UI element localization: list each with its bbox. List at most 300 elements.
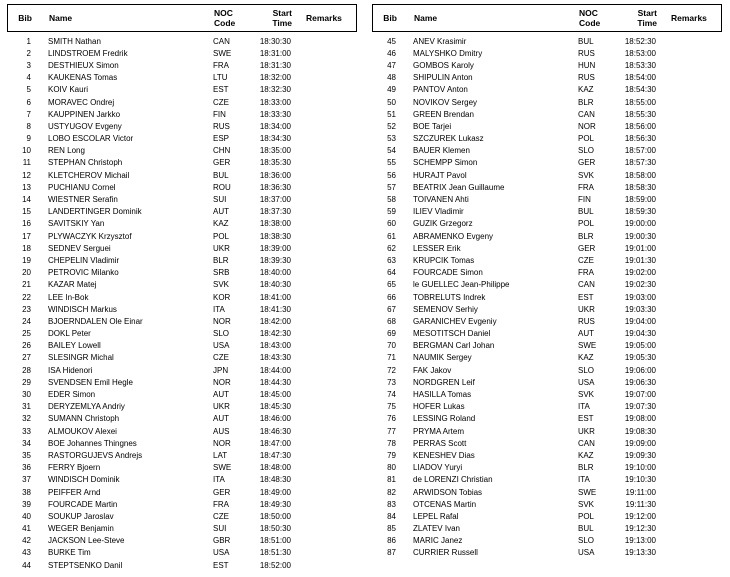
start-time-cell: 18:52:30	[624, 36, 656, 46]
table-row	[372, 72, 722, 84]
noc-code-cell: CZE	[578, 255, 594, 265]
start-time-cell: 18:54:30	[624, 85, 656, 95]
start-time-cell: 18:33:00	[259, 97, 291, 107]
bib-cell: 48	[387, 73, 396, 83]
start-time-cell: 18:59:00	[624, 195, 656, 205]
bib-cell: 57	[387, 182, 396, 192]
start-time-cell: 18:50:00	[259, 511, 291, 521]
bib-cell: 23	[22, 304, 31, 314]
noc-code-cell: RUS	[578, 48, 595, 58]
name-cell: NORDGREN Leif	[413, 377, 475, 387]
start-time-cell: 18:42:30	[259, 329, 291, 339]
bib-cell: 39	[22, 499, 31, 509]
bib-cell: 72	[387, 365, 396, 375]
start-time-cell: 19:01:30	[624, 255, 656, 265]
bib-cell: 15	[22, 207, 31, 217]
name-cell: TOBRELUTS Indrek	[413, 292, 486, 302]
name-cell: HASILLA Tomas	[413, 390, 472, 400]
name-cell: EDER Simon	[48, 390, 96, 400]
start-time-cell: 19:07:30	[624, 402, 656, 412]
noc-code-cell: USA	[213, 548, 230, 558]
bib-cell: 1	[26, 36, 31, 46]
column-header-start-line1: Start	[637, 8, 657, 18]
table-row	[372, 291, 722, 303]
noc-code-cell: UKR	[578, 426, 595, 436]
bib-cell: 37	[22, 475, 31, 485]
name-cell: FOURCADE Martin	[48, 499, 118, 509]
noc-code-cell: BUL	[213, 170, 229, 180]
bib-cell: 75	[387, 402, 396, 412]
bib-cell: 11	[22, 158, 31, 168]
name-cell: DOKL Peter	[48, 329, 91, 339]
table-row	[372, 413, 722, 425]
table-row	[7, 72, 357, 84]
start-time-cell: 18:57:00	[624, 146, 656, 156]
table-row	[7, 510, 357, 522]
name-cell: GREEN Brendan	[413, 109, 474, 119]
bib-cell: 47	[387, 60, 396, 70]
start-time-cell: 18:40:30	[259, 280, 291, 290]
bib-cell: 59	[387, 207, 396, 217]
start-time-cell: 18:32:00	[259, 73, 291, 83]
name-cell: FAK Jakov	[413, 365, 452, 375]
name-cell: LEE In-Bok	[48, 292, 89, 302]
start-time-cell: 18:45:00	[259, 390, 291, 400]
bib-cell: 35	[22, 450, 31, 460]
noc-code-cell: KAZ	[578, 353, 594, 363]
bib-cell: 70	[387, 341, 396, 351]
table-row	[372, 510, 722, 522]
name-cell: HOFER Lukas	[413, 402, 465, 412]
name-cell: le GUELLEC Jean-Philippe	[413, 280, 510, 290]
bib-cell: 9	[26, 134, 31, 144]
start-time-cell: 19:12:00	[624, 511, 656, 521]
name-cell: PUCHIANU Cornel	[48, 182, 116, 192]
bib-cell: 14	[22, 195, 31, 205]
table-row	[7, 388, 357, 400]
start-time-cell: 19:11:00	[625, 487, 656, 497]
noc-code-cell: BUL	[578, 36, 594, 46]
name-cell: SOUKUP Jaroslav	[48, 511, 114, 521]
table-row	[7, 376, 357, 388]
name-cell: PANTOV Anton	[413, 85, 468, 95]
name-cell: PLYWACZYK Krzysztof	[48, 231, 132, 241]
name-cell: ARWIDSON Tobias	[413, 487, 483, 497]
noc-code-cell: CHN	[213, 146, 231, 156]
bib-cell: 42	[22, 536, 31, 546]
table-row	[372, 47, 722, 59]
noc-code-cell: BLR	[578, 463, 594, 473]
start-time-cell: 18:51:30	[259, 548, 291, 558]
table-row	[7, 206, 357, 218]
name-cell: ALMOUKOV Alexei	[48, 426, 117, 436]
column-header-noc-line2: Code	[579, 18, 601, 28]
name-cell: LESSING Roland	[413, 414, 476, 424]
bib-cell: 12	[22, 170, 31, 180]
noc-code-cell: KAZ	[578, 450, 594, 460]
table-row	[7, 230, 357, 242]
start-time-cell: 18:37:00	[259, 195, 291, 205]
table-row	[7, 145, 357, 157]
column-header-noc-line1: NOC	[214, 8, 233, 18]
bib-cell: 66	[387, 292, 396, 302]
noc-code-cell: ITA	[213, 475, 225, 485]
bib-cell: 45	[387, 36, 396, 46]
noc-code-cell: SLO	[578, 365, 595, 375]
table-row	[372, 486, 722, 498]
start-time-cell: 19:09:00	[624, 438, 656, 448]
noc-code-cell: RUS	[578, 73, 595, 83]
noc-code-cell: AUT	[213, 390, 229, 400]
table-row	[7, 96, 357, 108]
table-row	[372, 474, 722, 486]
bib-cell: 18	[22, 243, 31, 253]
start-time-cell: 19:13:30	[624, 548, 656, 558]
bib-cell: 27	[22, 353, 31, 363]
start-time-cell: 18:40:00	[259, 268, 291, 278]
table-row	[7, 218, 357, 230]
start-time-cell: 18:49:30	[259, 499, 291, 509]
start-time-cell: 19:06:30	[624, 377, 656, 387]
name-cell: CHEPELIN Vladimir	[48, 255, 120, 265]
start-time-cell: 18:41:30	[259, 304, 291, 314]
start-time-cell: 19:01:00	[624, 243, 656, 253]
name-cell: ILIEV Vladimir	[413, 207, 464, 217]
start-list-table-left	[7, 4, 357, 571]
table-row	[7, 364, 357, 376]
noc-code-cell: ITA	[578, 475, 590, 485]
table-row	[7, 315, 357, 327]
noc-code-cell: SLO	[578, 146, 595, 156]
bib-cell: 80	[387, 463, 396, 473]
table-row	[7, 474, 357, 486]
bib-cell: 8	[26, 121, 31, 131]
start-time-cell: 19:04:00	[624, 316, 656, 326]
noc-code-cell: FIN	[213, 109, 226, 119]
noc-code-cell: AUT	[213, 414, 229, 424]
start-time-cell: 18:57:30	[624, 158, 656, 168]
table-body-right	[372, 35, 722, 559]
noc-code-cell: JPN	[213, 365, 229, 375]
bib-cell: 68	[387, 316, 396, 326]
table-row	[7, 279, 357, 291]
noc-code-cell: SVK	[578, 499, 595, 509]
table-row	[372, 169, 722, 181]
table-row	[372, 59, 722, 71]
table-row	[372, 340, 722, 352]
table-row	[372, 376, 722, 388]
table-body-left	[7, 35, 357, 571]
name-cell: SVENDSEN Emil Hegle	[48, 377, 133, 387]
bib-cell: 86	[387, 536, 396, 546]
start-time-cell: 18:58:30	[624, 182, 656, 192]
noc-code-cell: AUT	[213, 207, 229, 217]
name-cell: DESTHIEUX Simon	[48, 60, 119, 70]
table-row	[7, 254, 357, 266]
table-row	[372, 279, 722, 291]
table-row	[7, 425, 357, 437]
name-cell: BOE Johannes Thingnes	[48, 438, 137, 448]
table-row	[372, 254, 722, 266]
start-time-cell: 19:04:30	[624, 329, 656, 339]
bib-cell: 10	[22, 146, 31, 156]
bib-cell: 4	[26, 73, 31, 83]
name-cell: BERGMAN Carl Johan	[413, 341, 495, 351]
start-time-cell: 18:37:30	[259, 207, 291, 217]
bib-cell: 50	[387, 97, 396, 107]
name-cell: KRUPCIK Tomas	[413, 255, 475, 265]
table-row	[7, 35, 357, 47]
noc-code-cell: UKR	[578, 304, 595, 314]
noc-code-cell: SWE	[578, 341, 597, 351]
table-row	[7, 352, 357, 364]
name-cell: SUMANN Christoph	[48, 414, 120, 424]
start-time-cell: 18:58:00	[624, 170, 656, 180]
bib-cell: 32	[22, 414, 31, 424]
start-time-cell: 18:49:00	[259, 487, 291, 497]
start-time-cell: 18:43:00	[259, 341, 291, 351]
start-time-cell: 19:02:00	[624, 268, 656, 278]
start-time-cell: 18:35:30	[259, 158, 291, 168]
noc-code-cell: SUI	[213, 195, 227, 205]
name-cell: JACKSON Lee-Steve	[48, 536, 125, 546]
bib-cell: 49	[387, 85, 396, 95]
name-cell: KAZAR Matej	[48, 280, 97, 290]
bib-cell: 69	[387, 329, 396, 339]
name-cell: SEMENOV Serhiy	[413, 304, 478, 314]
bib-cell: 63	[387, 255, 396, 265]
noc-code-cell: POL	[578, 134, 595, 144]
start-time-cell: 18:51:00	[259, 536, 291, 546]
name-cell: PEIFFER Arnd	[48, 487, 101, 497]
bib-cell: 51	[387, 109, 396, 119]
name-cell: MESOTITSCH Daniel	[413, 329, 491, 339]
name-cell: PRYMA Artem	[413, 426, 464, 436]
name-cell: de LORENZI Christian	[413, 475, 493, 485]
table-row	[372, 523, 722, 535]
bib-cell: 81	[387, 475, 396, 485]
noc-code-cell: USA	[578, 548, 595, 558]
name-cell: STEPHAN Christoph	[48, 158, 123, 168]
start-time-cell: 19:08:30	[624, 426, 656, 436]
name-cell: KAUPPINEN Jarkko	[48, 109, 121, 119]
start-time-cell: 18:38:00	[259, 219, 291, 229]
noc-code-cell: EST	[578, 414, 594, 424]
table-row	[372, 535, 722, 547]
start-time-cell: 18:31:30	[259, 60, 291, 70]
table-row	[372, 364, 722, 376]
bib-cell: 13	[22, 182, 31, 192]
start-time-cell: 19:11:30	[625, 499, 656, 509]
start-time-cell: 18:45:30	[259, 402, 291, 412]
bib-cell: 83	[387, 499, 396, 509]
start-time-cell: 18:48:00	[259, 463, 291, 473]
bib-cell: 73	[387, 377, 396, 387]
bib-cell: 52	[387, 121, 396, 131]
bib-cell: 87	[387, 548, 396, 558]
bib-cell: 58	[387, 195, 396, 205]
table-row	[7, 413, 357, 425]
column-header-name: Name	[414, 13, 438, 23]
table-row	[372, 145, 722, 157]
noc-code-cell: LTU	[213, 73, 228, 83]
noc-code-cell: NOR	[578, 121, 596, 131]
noc-code-cell: ROU	[213, 182, 231, 192]
table-row	[7, 120, 357, 132]
start-time-cell: 19:03:00	[624, 292, 656, 302]
noc-code-cell: ITA	[578, 402, 590, 412]
name-cell: NAUMIK Sergey	[413, 353, 472, 363]
column-header-bib: Bib	[383, 13, 397, 23]
noc-code-cell: SLO	[578, 536, 595, 546]
column-header-noc-line1: NOC	[579, 8, 598, 18]
bib-cell: 85	[387, 524, 396, 534]
name-cell: FOURCADE Simon	[413, 268, 483, 278]
noc-code-cell: GER	[213, 487, 231, 497]
noc-code-cell: SVK	[578, 390, 595, 400]
table-row	[7, 169, 357, 181]
table-row	[7, 267, 357, 279]
start-time-cell: 19:00:00	[624, 219, 656, 229]
bib-cell: 77	[387, 426, 396, 436]
bib-cell: 29	[22, 377, 31, 387]
bib-cell: 65	[387, 280, 396, 290]
start-time-cell: 18:47:00	[259, 438, 291, 448]
noc-code-cell: FIN	[578, 195, 591, 205]
start-time-cell: 18:36:00	[259, 170, 291, 180]
column-header-noc-code	[214, 8, 254, 28]
noc-code-cell: NOR	[213, 438, 231, 448]
start-time-cell: 18:41:00	[259, 292, 291, 302]
start-time-cell: 18:35:00	[259, 146, 291, 156]
noc-code-cell: FRA	[213, 60, 229, 70]
table-row	[7, 181, 357, 193]
name-cell: WINDISCH Markus	[48, 304, 117, 314]
start-time-cell: 19:03:30	[624, 304, 656, 314]
noc-code-cell: SWE	[578, 487, 597, 497]
noc-code-cell: BLR	[578, 231, 594, 241]
table-header-right	[372, 4, 722, 32]
start-time-cell: 18:53:30	[624, 60, 656, 70]
name-cell: GOMBOS Karoly	[413, 60, 474, 70]
name-cell: SCHEMPP Simon	[413, 158, 478, 168]
column-header-start-time	[619, 8, 657, 28]
bib-cell: 5	[26, 85, 31, 95]
bib-cell: 30	[22, 390, 31, 400]
bib-cell: 84	[387, 511, 396, 521]
start-list-table-right	[372, 4, 722, 571]
name-cell: BAUER Klemen	[413, 146, 470, 156]
start-time-cell: 18:34:30	[259, 134, 291, 144]
table-row	[372, 120, 722, 132]
bib-cell: 82	[387, 487, 396, 497]
name-cell: NOVIKOV Sergey	[413, 97, 478, 107]
name-cell: RASTORGUJEVS Andrejs	[48, 450, 143, 460]
noc-code-cell: SWE	[213, 48, 232, 58]
name-cell: KAUKENAS Tomas	[48, 73, 118, 83]
bib-cell: 60	[387, 219, 396, 229]
noc-code-cell: SWE	[213, 463, 232, 473]
bib-cell: 17	[22, 231, 31, 241]
bib-cell: 76	[387, 414, 396, 424]
noc-code-cell: CZE	[213, 511, 229, 521]
bib-cell: 31	[22, 402, 31, 412]
bib-cell: 43	[22, 548, 31, 558]
table-row	[7, 328, 357, 340]
start-time-cell: 19:02:30	[624, 280, 656, 290]
name-cell: WIESTNER Serafin	[48, 195, 118, 205]
noc-code-cell: KAZ	[213, 219, 229, 229]
table-row	[372, 242, 722, 254]
noc-code-cell: SVK	[213, 280, 230, 290]
noc-code-cell: CAN	[578, 109, 595, 119]
column-header-noc-line2: Code	[214, 18, 236, 28]
bib-cell: 67	[387, 304, 396, 314]
table-header-left	[7, 4, 357, 32]
name-cell: LANDERTINGER Dominik	[48, 207, 142, 217]
name-cell: LOBO ESCOLAR Victor	[48, 134, 134, 144]
start-time-cell: 18:55:00	[624, 97, 656, 107]
bib-cell: 28	[22, 365, 31, 375]
noc-code-cell: USA	[578, 377, 595, 387]
noc-code-cell: AUS	[213, 426, 230, 436]
table-row	[7, 437, 357, 449]
start-time-cell: 18:31:00	[259, 48, 291, 58]
noc-code-cell: ESP	[213, 134, 230, 144]
noc-code-cell: FRA	[578, 182, 594, 192]
start-time-cell: 18:53:00	[624, 48, 656, 58]
name-cell: LIADOV Yuryi	[413, 463, 463, 473]
table-row	[7, 242, 357, 254]
name-cell: ZLATEV Ivan	[413, 524, 460, 534]
table-row	[372, 328, 722, 340]
start-time-cell: 18:43:30	[259, 353, 291, 363]
start-time-cell: 19:00:30	[624, 231, 656, 241]
noc-code-cell: POL	[578, 219, 595, 229]
noc-code-cell: CZE	[213, 97, 229, 107]
start-time-cell: 19:10:30	[624, 475, 656, 485]
table-row	[372, 267, 722, 279]
table-row	[7, 340, 357, 352]
noc-code-cell: SUI	[213, 524, 227, 534]
noc-code-cell: CAN	[213, 36, 230, 46]
start-time-cell: 18:46:30	[259, 426, 291, 436]
bib-cell: 16	[22, 219, 31, 229]
name-cell: ISA Hidenori	[48, 365, 93, 375]
bib-cell: 25	[22, 329, 31, 339]
bib-cell: 44	[22, 560, 31, 570]
column-header-start-line2: Time	[272, 18, 292, 28]
bib-cell: 54	[387, 146, 396, 156]
noc-code-cell: FRA	[578, 268, 594, 278]
table-row	[372, 388, 722, 400]
table-row	[7, 498, 357, 510]
name-cell: BAILEY Lowell	[48, 341, 101, 351]
name-cell: FERRY Bjoern	[48, 463, 101, 473]
name-cell: STEPTSENKO Danil	[48, 560, 123, 570]
name-cell: REN Long	[48, 146, 85, 156]
bib-cell: 2	[26, 48, 31, 58]
name-cell: PERRAS Scott	[413, 438, 467, 448]
start-time-cell: 18:42:00	[259, 316, 291, 326]
bib-cell: 38	[22, 487, 31, 497]
name-cell: KOIV Kauri	[48, 85, 89, 95]
table-row	[7, 108, 357, 120]
table-row	[7, 449, 357, 461]
start-time-cell: 18:32:30	[259, 85, 291, 95]
table-row	[7, 486, 357, 498]
table-row	[7, 84, 357, 96]
